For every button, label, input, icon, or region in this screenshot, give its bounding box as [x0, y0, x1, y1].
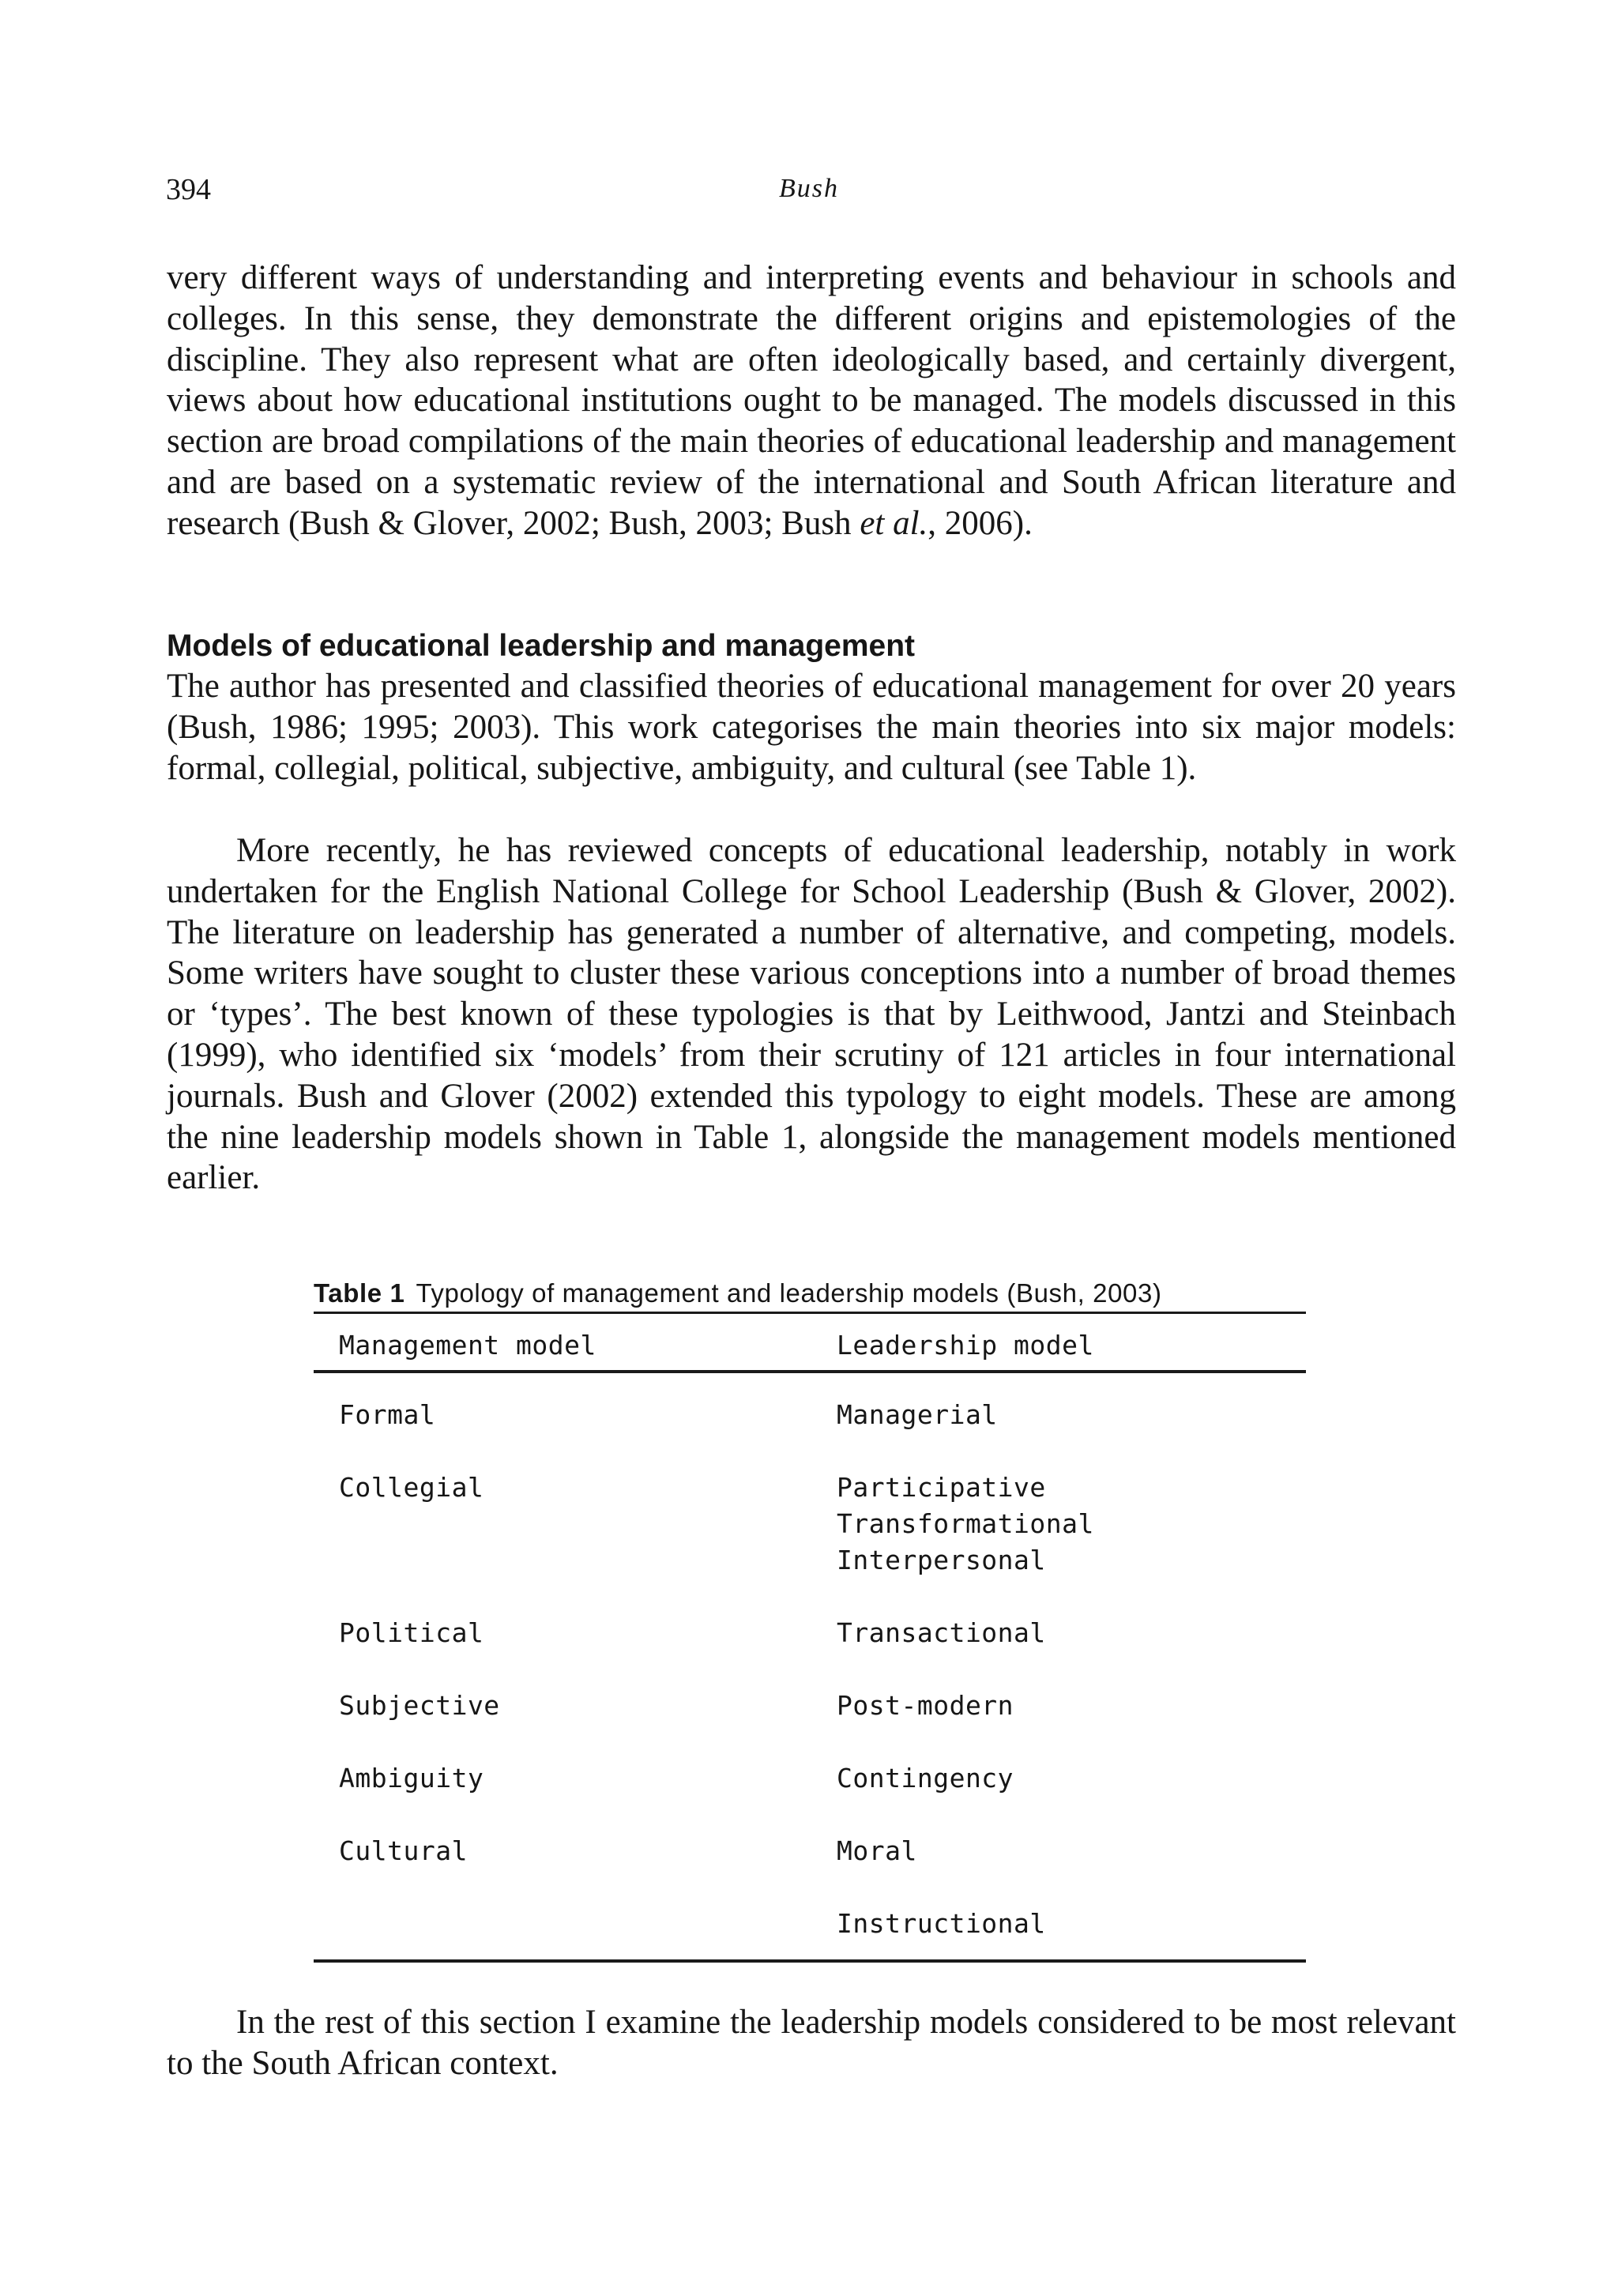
table-caption-text: Typology of management and leadership models (Bush, 2003): [416, 1278, 1162, 1308]
management-model-cell: Cultural: [339, 1835, 468, 1866]
leadership-model-name: Interpersonal: [837, 1545, 1046, 1575]
leadership-model-name: Post-modern: [837, 1690, 1014, 1721]
leadership-model-name: Managerial: [837, 1399, 998, 1430]
running-title: Bush: [779, 174, 839, 203]
column-header-management: Management model: [314, 1313, 811, 1372]
paragraph-2: The author has presented and classified theories of educational management for over 20 years (Bush, 1986; 1995; 2003). This work categorises the main theories into six major models: formal, collegial, political, subjective, ambiguity, and cultural (see Table 1).: [167, 668, 1456, 787]
page-number: 394: [166, 173, 211, 206]
management-model-cell: Political: [339, 1617, 484, 1648]
table-row: [314, 1724, 1306, 1797]
leadership-model-cell: [811, 1579, 1306, 1651]
leadership-model-cell: [811, 1797, 1306, 1869]
leadership-model-name: Transformational: [837, 1508, 1094, 1539]
section-heading: Models of educational leadership and management: [167, 629, 916, 663]
leadership-model-cell: [811, 1651, 1306, 1724]
management-model-cell: [314, 1869, 811, 1961]
table-row: [314, 1869, 1306, 1961]
table-body: [314, 1372, 1306, 1961]
paragraph-1-end: , 2006).: [928, 504, 1033, 542]
leadership-model-cell: [811, 1869, 1306, 1961]
leadership-model-name: Transactional: [837, 1617, 1046, 1648]
table-caption: [314, 1278, 1306, 1312]
leadership-model-cell: [811, 1372, 1306, 1433]
paragraph-4: In the rest of this section I examine the leadership models considered to be most relevant to the South African context.: [167, 2004, 1456, 2082]
table-row: [314, 1372, 1306, 1433]
management-model-cell: Ambiguity: [339, 1763, 484, 1794]
running-head: [166, 172, 1452, 212]
table-1: [314, 1278, 1306, 1963]
management-model-cell: Subjective: [339, 1690, 500, 1721]
leadership-model-name: Participative: [837, 1472, 1046, 1503]
paragraph-1-italic: et al.: [860, 504, 928, 542]
table-header-row: [314, 1313, 1306, 1372]
column-header-leadership: Leadership model: [811, 1313, 1306, 1372]
paragraph-1-text: very different ways of understanding and interpreting events and behaviour in schools and colleges. In this sense, they demonstrate the different origins and epistemologies of the discipline. They also represent what are often ideologically based, and certainly divergent, views about how educational institutions ought to be managed. The models discussed in this section are broad compilations of the main theories of educational leadership and management and are based on a systematic review of the international and South African literature and research (Bush & Glover, 2002; Bush, 2003; Bush: [167, 259, 1456, 542]
table-caption-label: Table 1: [314, 1278, 405, 1308]
leadership-model-cell: [811, 1724, 1306, 1797]
leadership-model-name: Instructional: [837, 1908, 1046, 1939]
table-row: [314, 1797, 1306, 1869]
leadership-model-name: Contingency: [837, 1763, 1014, 1794]
management-model-cell: Collegial: [339, 1472, 484, 1503]
table-row: [314, 1579, 1306, 1651]
management-model-cell: Formal: [339, 1399, 436, 1430]
leadership-model-name: Moral: [837, 1835, 917, 1866]
leadership-model-cell: [811, 1433, 1306, 1579]
table-row: [314, 1433, 1306, 1579]
paragraph-1: [167, 258, 1456, 544]
paragraph-3: More recently, he has reviewed concepts of educational leadership, notably in work undertaken for the English National College for School Leadership (Bush & Glover, 2002). The literature on leadership has generated a number of alternative, and competing, models. Some writers have sought to cluster these various conceptions into a number of broad themes or ‘types’. The best known of these typologies is that by Leithwood, Jantzi and Steinbach (1999), who identified six ‘models’ from their scrutiny of 121 articles in four international journals. Bush and Glover (2002) extended this typology to eight models. These are among the nine leadership models shown in Table 1, alongside the management models mentioned earlier.: [167, 832, 1456, 1197]
table-row: [314, 1651, 1306, 1724]
models-table: [314, 1312, 1306, 1963]
